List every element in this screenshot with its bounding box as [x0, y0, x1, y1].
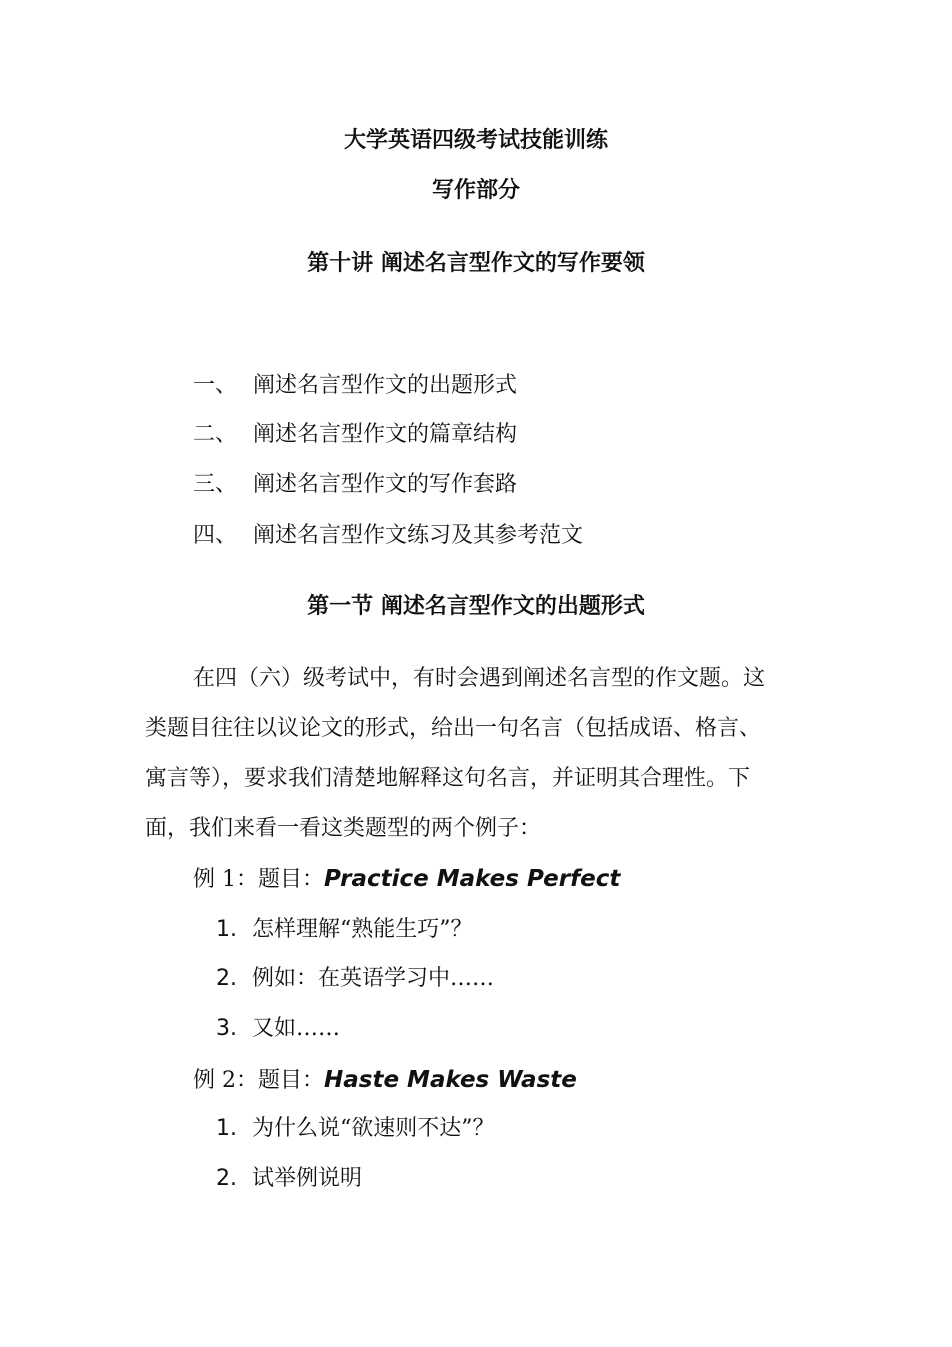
example-1-item	[216, 915, 473, 945]
paragraph-line: 在四（六）级考试中，有时会遇到阐述名言型的作文题。这	[193, 666, 766, 691]
document-title: 大学英语四级考试技能训练	[343, 128, 608, 153]
example-1-item	[216, 1014, 340, 1044]
item-number: 1.	[216, 917, 237, 942]
toc-number: 一、	[193, 373, 238, 398]
example-1	[193, 864, 620, 895]
toc-text: 阐述名言型作文练习及其参考范文	[253, 523, 584, 548]
item-number: 1.	[216, 1116, 237, 1141]
item-number: 3.	[216, 1016, 237, 1041]
toc-number: 二、	[193, 422, 238, 447]
example-2-item	[216, 1114, 495, 1144]
example-prefix: 例 1：题目：	[193, 867, 324, 892]
toc-text: 阐述名言型作文的写作套路	[253, 472, 518, 497]
document-subtitle: 写作部分	[431, 178, 520, 203]
example-title: Haste Makes Waste	[324, 1067, 577, 1093]
toc-item	[193, 420, 517, 450]
toc-item	[193, 521, 583, 551]
item-text: 怎样理解“熟能生巧”？	[252, 917, 473, 942]
toc-text: 阐述名言型作文的出题形式	[253, 373, 518, 398]
lecture-title: 第十讲 阐述名言型作文的写作要领	[307, 251, 645, 276]
toc-text: 阐述名言型作文的篇章结构	[253, 422, 518, 447]
toc-number: 三、	[193, 472, 238, 497]
item-text: 又如……	[252, 1016, 341, 1041]
example-prefix: 例 2：题目：	[193, 1068, 324, 1093]
example-1-item	[216, 964, 494, 994]
paragraph-line: 类题目往往以议论文的形式，给出一句名言（包括成语、格言、	[145, 716, 762, 741]
example-2	[193, 1065, 577, 1096]
item-text: 例如：在英语学习中……	[252, 966, 495, 991]
paragraph-line: 面，我们来看一看这类题型的两个例子：	[145, 816, 542, 841]
section-title: 第一节 阐述名言型作文的出题形式	[307, 594, 645, 619]
example-title: Practice Makes Perfect	[324, 866, 621, 892]
example-2-item	[216, 1164, 362, 1194]
item-number: 2.	[216, 1166, 237, 1191]
toc-item	[193, 470, 517, 500]
section-paragraph	[145, 654, 815, 854]
toc-item	[193, 371, 517, 401]
paragraph-line: 寓言等），要求我们清楚地解释这句名言，并证明其合理性。下	[145, 766, 751, 791]
item-text: 试举例说明	[252, 1166, 363, 1191]
item-number: 2.	[216, 966, 237, 991]
item-text: 为什么说“欲速则不达”？	[252, 1116, 495, 1141]
toc-number: 四、	[193, 523, 238, 548]
